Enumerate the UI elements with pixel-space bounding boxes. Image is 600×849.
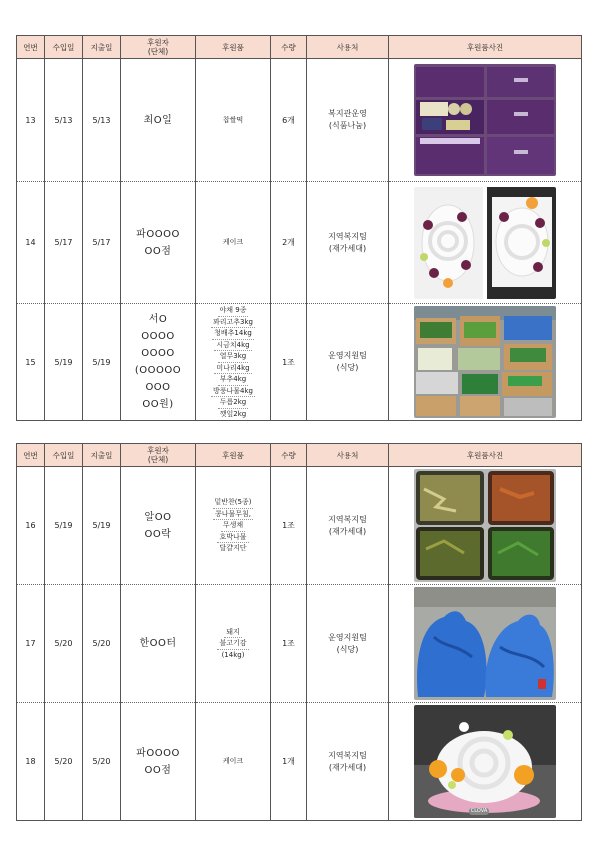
header-destination: 사용처 xyxy=(307,36,389,59)
header-received: 수입일 xyxy=(45,444,83,467)
cell-destination: 운영지원팀 (식당) xyxy=(307,304,389,421)
item-list xyxy=(196,497,270,554)
header-donor: 후원자 (단체) xyxy=(121,444,196,467)
cell-photo xyxy=(389,703,582,821)
cell-destination: 운영지원팀 (식당) xyxy=(307,585,389,703)
item-list xyxy=(196,756,270,767)
cake-photo xyxy=(414,187,556,299)
cell-no: 18 xyxy=(17,703,45,821)
item-list xyxy=(196,237,270,248)
cell-qty: 6개 xyxy=(271,59,307,182)
cell-no: 13 xyxy=(17,59,45,182)
cell-item xyxy=(196,703,271,821)
item-line: 돼지 xyxy=(224,627,242,639)
cell-photo xyxy=(389,585,582,703)
cell-received: 5/13 xyxy=(45,59,83,182)
pork-bags-photo xyxy=(414,587,556,700)
item-line: 두릅2kg xyxy=(218,397,248,409)
header-item: 후원품 xyxy=(196,36,271,59)
item-line: 시금치4kg xyxy=(214,340,251,352)
cell-destination: 복지관운영 (식품나눔) xyxy=(307,59,389,182)
cell-donor: 알OO OO락 xyxy=(121,467,196,585)
cell-expended: 5/20 xyxy=(83,585,121,703)
rice-cake-boxes-photo xyxy=(414,64,556,176)
header-destination: 사용처 xyxy=(307,444,389,467)
table-row xyxy=(17,304,582,421)
cell-qty: 2개 xyxy=(271,182,307,304)
header-no: 연번 xyxy=(17,36,45,59)
item-line: 꽈리고추3kg xyxy=(211,317,255,329)
cake-fruit-photo xyxy=(414,705,556,818)
item-line: 무생채 xyxy=(221,520,245,532)
cell-item xyxy=(196,182,271,304)
table-row xyxy=(17,585,582,703)
side-dishes-photo xyxy=(414,469,556,582)
item-line: 케이크 xyxy=(222,757,244,766)
cell-no: 16 xyxy=(17,467,45,585)
cell-donor: 파OOOO OO점 xyxy=(121,182,196,304)
cell-photo xyxy=(389,304,582,421)
cell-received: 5/17 xyxy=(45,182,83,304)
header-expended: 지출일 xyxy=(83,444,121,467)
item-line: (14kg) xyxy=(221,650,245,659)
header-no: 연번 xyxy=(17,444,45,467)
cell-donor: 서O OOOO OOOO (OOOOO OOO OO원) xyxy=(121,304,196,421)
cell-qty: 1조 xyxy=(271,467,307,585)
item-list xyxy=(196,115,270,126)
item-line: 청배추14kg xyxy=(212,328,254,340)
cell-expended: 5/13 xyxy=(83,59,121,182)
cell-expended: 5/19 xyxy=(83,467,121,585)
cell-photo xyxy=(389,467,582,585)
cell-qty: 1개 xyxy=(271,703,307,821)
cell-qty: 1조 xyxy=(271,304,307,421)
cell-donor: 한OO터 xyxy=(121,585,196,703)
cell-destination: 지역복지팀 (재가세대) xyxy=(307,703,389,821)
cell-received: 5/20 xyxy=(45,703,83,821)
table-row xyxy=(17,703,582,821)
header-received: 수입일 xyxy=(45,36,83,59)
cell-no: 15 xyxy=(17,304,45,421)
item-line: 달걀지단 xyxy=(219,544,247,553)
item-line: 미나리4kg xyxy=(214,363,251,375)
item-line: 깻잎2kg xyxy=(219,409,247,418)
header-photo: 후원품사진 xyxy=(389,444,582,467)
item-line: 열무3kg xyxy=(218,351,248,363)
header-qty: 수량 xyxy=(271,36,307,59)
cell-item xyxy=(196,467,271,585)
table-row xyxy=(17,467,582,585)
item-line: 찹쌀떡 xyxy=(222,115,244,124)
header-photo: 후원품사진 xyxy=(389,36,582,59)
cell-no: 14 xyxy=(17,182,45,304)
item-line: 야채 9종 xyxy=(218,305,249,317)
item-line: 부추4kg xyxy=(218,374,248,386)
cell-destination: 지역복지팀 (재가세대) xyxy=(307,182,389,304)
cell-received: 5/20 xyxy=(45,585,83,703)
header-donor: 후원자 (단체) xyxy=(121,36,196,59)
item-list xyxy=(196,305,270,419)
cell-donor: 파OOOO OO점 xyxy=(121,703,196,821)
table-header-row xyxy=(17,444,582,467)
cell-destination: 지역복지팀 (재가세대) xyxy=(307,467,389,585)
cell-photo xyxy=(389,182,582,304)
cell-expended: 5/19 xyxy=(83,304,121,421)
item-line: 콩나물무침, xyxy=(213,509,253,521)
donation-table-2 xyxy=(16,443,582,821)
cell-received: 5/19 xyxy=(45,304,83,421)
table-header-row xyxy=(17,36,582,59)
cell-expended: 5/20 xyxy=(83,703,121,821)
cell-item xyxy=(196,304,271,421)
item-line: 케이크 xyxy=(222,238,244,247)
item-line: 호박나물 xyxy=(217,532,248,544)
cell-item xyxy=(196,59,271,182)
cell-no: 17 xyxy=(17,585,45,703)
header-item: 후원품 xyxy=(196,444,271,467)
cell-item xyxy=(196,585,271,703)
table-row xyxy=(17,59,582,182)
item-line: 방풍나물4kg xyxy=(211,386,255,398)
cell-expended: 5/17 xyxy=(83,182,121,304)
header-qty: 수량 xyxy=(271,444,307,467)
item-line: 불고기감 xyxy=(217,638,248,650)
cell-received: 5/19 xyxy=(45,467,83,585)
cell-photo xyxy=(389,59,582,182)
table-row xyxy=(17,182,582,304)
donation-table-1 xyxy=(16,35,582,421)
cell-donor: 최O일 xyxy=(121,59,196,182)
photo-watermark: CLOVA xyxy=(470,808,488,814)
vegetable-boxes-photo xyxy=(414,306,556,418)
item-line: 밑반찬(5종) xyxy=(213,497,254,509)
header-expended: 지출일 xyxy=(83,36,121,59)
item-list xyxy=(196,627,270,661)
cell-qty: 1조 xyxy=(271,585,307,703)
